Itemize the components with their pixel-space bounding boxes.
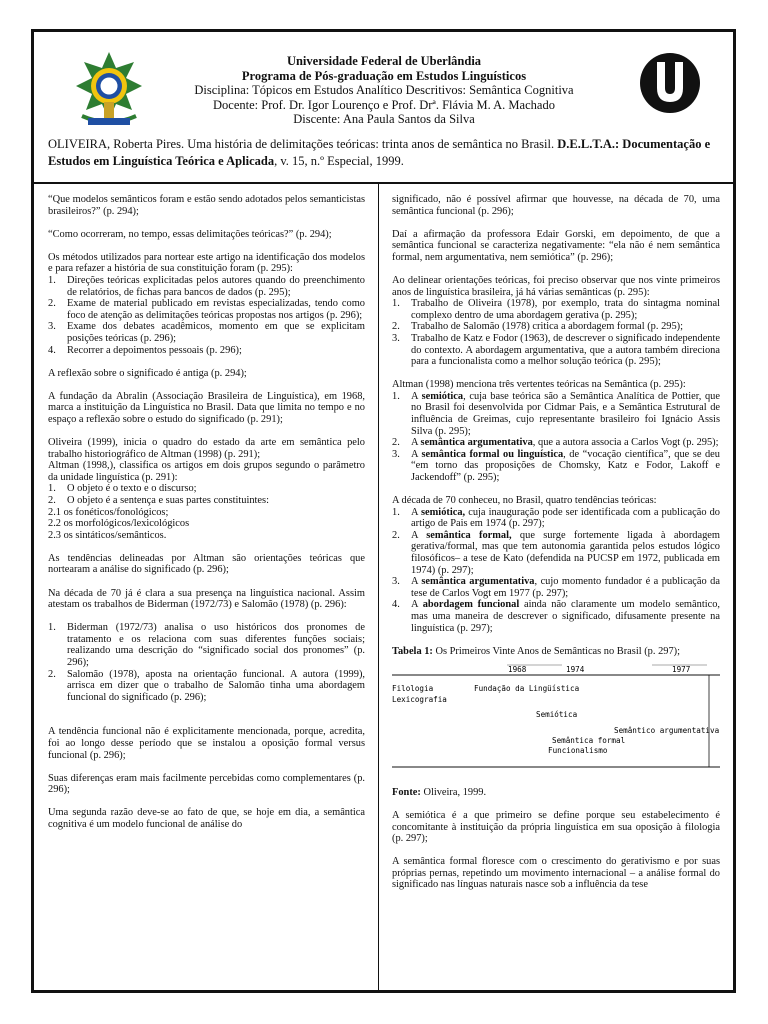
paragraph-altman-intro: Altman (1998) menciona três vertentes teóricas na Semântica (p. 295): (392, 379, 686, 391)
works-list (48, 622, 365, 703)
page-frame (31, 29, 736, 993)
timeline-table (392, 663, 720, 775)
document-header (34, 32, 733, 184)
list-item: 3. A semântica argumentativa, cujo momento fundador é a publicação da tese de Carlos Vogt em 1977 (p. 297); (392, 576, 720, 599)
list-item: 3. A semântica formal ou linguística, de “vocação científica”, que se deu “em torno das proposições de Chomsky, Katz e Fodor, Lakoff e Jackendoff” (p. 295); (392, 448, 720, 483)
bibliographic-reference (48, 136, 728, 169)
paragraph-segunda: Uma segunda razão deve-se ao fato de que, se hoje em dia, a semântica cognitiva é um modelo funcional de análise do (48, 807, 365, 830)
paragraph-decada70: Na década de 70 já é clara a sua presença na linguística nacional. Assim atestam os trabalhos de Biderman (1972/73) e Salomão (1978) (p. 296): (48, 587, 365, 611)
list-item: 4. Recorrer a depoimentos pessoais (p. 296); (48, 344, 242, 356)
paragraph-altman: Altman (1998,), classifica os artigos em dois grupos segundo o parâmetro da unidade linguística (p. 291): (48, 460, 365, 483)
paragraph-diferencas: Suas diferenças eram mais facilmente percebidas como complementares (p. 296); (48, 772, 365, 796)
program-name: Programa de Pós-graduação em Estudos Linguísticos (241, 68, 527, 83)
list-item: 1. A semiótica, cuja inauguração pode ser identificada com a publicação do artigo de Pais em 1974 (p. 297); (392, 506, 720, 530)
list-item: 2. Salomão (1978), aposta na orientação funcional. A autora (1999), arrisca em dizer que o trabalho de Salomão tinha uma abordagem funcional do significado (p. 296); (48, 668, 365, 703)
tendencias-list (392, 507, 720, 635)
paragraph-continuation: significado, não é possível afirmar que houvesse, na década de 70, uma semântica funcional (p. 296); (392, 194, 720, 217)
paragraph-gorski: Daí a afirmação da professora Edair Gorski, em depoimento, de que a semântica funcional se caracteriza negativamente: “ela não é nem semântica formal, nem argumentativa, nem semiótica” (p. 296); (392, 228, 720, 263)
list-item: 3. Trabalho de Katz e Fodor (1963), de descrever o significado independente do contexto. A abordagem argumentativa, que a autora também direciona para a funcionalista como a melhor solução teórica (p. 295); (392, 332, 720, 368)
paragraph-tendencias: As tendências delineadas por Altman são orientações teóricas que nortearam a análise do significado (p. 296); (48, 552, 365, 576)
list-item: 1. A semiótica, cuja base teórica são a Semântica Analítica de Pottier, que no Brasil foi desenvolvida por Cidmar Pais, e a Semântica Estrutural de influência de Greimas, cujo representante brasileiro foi Ignácio Assis Silva (p. 295); (392, 390, 720, 437)
university-name: Universidade Federal de Uberlândia (286, 54, 482, 68)
year-label: 1977 (672, 665, 691, 675)
timeline-entry: Fundação da Lingüística (474, 684, 580, 694)
list-item: 2. A semântica formal, que surge fortemente ligada à abordagem gerativa/formal, mas que tem autonomia garantida pelos estudos lógico filosóficos– a tese de Kato (defendida na PUCSP em 1972, publicada em 1974) (p. 297); (392, 529, 720, 576)
year-label: 1974 (566, 665, 585, 675)
list-item: 1. O objeto é o texto e o discurso; (48, 483, 197, 495)
list-item: 4. A abordagem funcional ainda não claramente um modelo semântico, mas uma maneira de descrever o significado, difusamente presente na linguística (p. 297); (392, 599, 720, 634)
subunit-item: 2.3 os sintáticos/semânticos. (48, 529, 167, 541)
paragraph-delinear: Ao delinear orientações teóricas, foi preciso observar que nos vinte primeiros anos de linguística brasileira, já há várias semânticas (p. 295): (392, 274, 720, 298)
row-label: Lexicografia (392, 695, 447, 705)
list-item: 1. Biderman (1972/73) analisa o uso históricos dos pronomes de tratamento e os relaciona com suas diferentes funções sociais; realizando uma descrição do “significado social dos pronomes” (p. 296); (48, 622, 365, 668)
timeline-entry: Semântico argumentativa (614, 726, 720, 736)
table-caption: Tabela 1: Os Primeiros Vinte Anos de Semânticas no Brasil (p. 297); (392, 645, 680, 657)
list-item: 3. Exame dos debates acadêmicos, momento em que se explicitam posições teóricas (p. 296); (48, 321, 365, 344)
reference-text: OLIVEIRA, Roberta Pires. Uma história de delimitações teóricas: trinta anos de semântica no Brasil. (48, 137, 558, 151)
paragraph-oliveira: Oliveira (1999), inicia o quadro do estado da arte em semântica pelo trabalho historiográfico de Altman (1998) (p. 291); (48, 437, 365, 460)
reference-details: , v. 15, n.º Especial, 1999. (274, 153, 404, 168)
timeline-entry: Funcionalismo (548, 746, 608, 756)
faculty: Docente: Prof. Dr. Igor Lourenço e Prof. Drª. Flávia M. A. Machado (213, 97, 555, 112)
subunit-item: 2.2 os morfológicos/lexicológicos (48, 518, 190, 530)
student: Discente: Ana Paula Santos da Silva (293, 112, 475, 126)
units-list (48, 483, 365, 506)
question-1: “Que modelos semânticos foram e estão sendo adotados pelos semanticistas brasileiros?” (p. 294); (48, 194, 365, 217)
paragraph-funcional: A tendência funcional não é explicitamente mencionada, porque, acredita, foi ao longo desse período que se instalou a oposição formal versus funcional (p. 296); (48, 726, 365, 761)
semanticas-list (392, 298, 720, 368)
list-item: 2. O objeto é a sentença e suas partes constituintes: (48, 494, 269, 506)
list-item: 1. Trabalho de Oliveira (1978), por exemplo, trata do sintagma nominal complexo dentro de uma abordagem gerativa (p. 295); (392, 298, 720, 321)
brazil-coat-of-arms-icon (74, 50, 144, 128)
ufu-logo-icon (639, 52, 701, 114)
paragraph-reflexao: A reflexão sobre o significado é antiga (p. 294); (48, 367, 247, 379)
vertentes-list (392, 391, 720, 484)
table-source: Fonte: Oliveira, 1999. (392, 786, 487, 798)
right-column (392, 194, 720, 903)
subunit-item: 2.1 os fonéticos/fonológicos; (48, 506, 169, 518)
methods-list (48, 275, 365, 356)
year-label: 1968 (508, 665, 527, 675)
header-title-block (154, 54, 614, 127)
methods-intro: Os métodos utilizados para nortear este artigo na identificação dos modelos e para refazer a história de sua constituição foram (p. 295): (48, 251, 365, 275)
paragraph-formal: A semântica formal floresce com o crescimento do gerativismo e por suas próprias pernas, repetindo um movimento internacional – a análise formal do significado nas línguas naturais nasce sob a influência da tese (392, 856, 720, 891)
paragraph-abralin: A fundação da Abralin (Associação Brasileira de Linguística), em 1968, marca a instituição da Linguística no Brasil. Data que limita no tempo e no espaço a reflexão sobre o estudo do significado (p. 291); (48, 390, 365, 425)
list-item: 1. Direções teóricas explicitadas pelos autores quando do preenchimento de relatórios, de fichas para bancos de dados (p. 295); (48, 274, 365, 298)
reference-journal: D.E.L.T.A.: Documentação e Estudos em Linguística Teórica e Aplicada (48, 137, 711, 168)
timeline-entry: Semântica formal (552, 736, 626, 746)
discipline: Disciplina: Tópicos em Estudos Analítico Descritivos: Semântica Cognitiva (194, 83, 574, 97)
list-item: 2. Trabalho de Salomão (1978) critica a abordagem formal (p. 295); (392, 321, 683, 333)
timeline-entry: Semiótica (536, 710, 578, 720)
question-2: “Como ocorreram, no tempo, essas delimitações teóricas?” (p. 294); (48, 228, 332, 240)
list-item: 2. A semântica argumentativa, que a autora associa a Carlos Vogt (p. 295); (392, 437, 719, 449)
column-divider (378, 184, 379, 990)
paragraph-semiotica: A semiótica é a que primeiro se define porque seu estabelecimento é concomitante à instituição da própria linguística em sua oposição à filologia (p. 297); (392, 809, 720, 845)
list-item: 2. Exame de material publicado em revistas especializadas, tendo como foco de atenção as delimitações teóricas propostas nos artigos (p. 296); (48, 298, 365, 321)
paragraph-decada70-intro: A década de 70 conheceu, no Brasil, quatro tendências teóricas: (392, 495, 657, 507)
row-label: Filologia (392, 684, 434, 694)
left-column (48, 194, 365, 842)
